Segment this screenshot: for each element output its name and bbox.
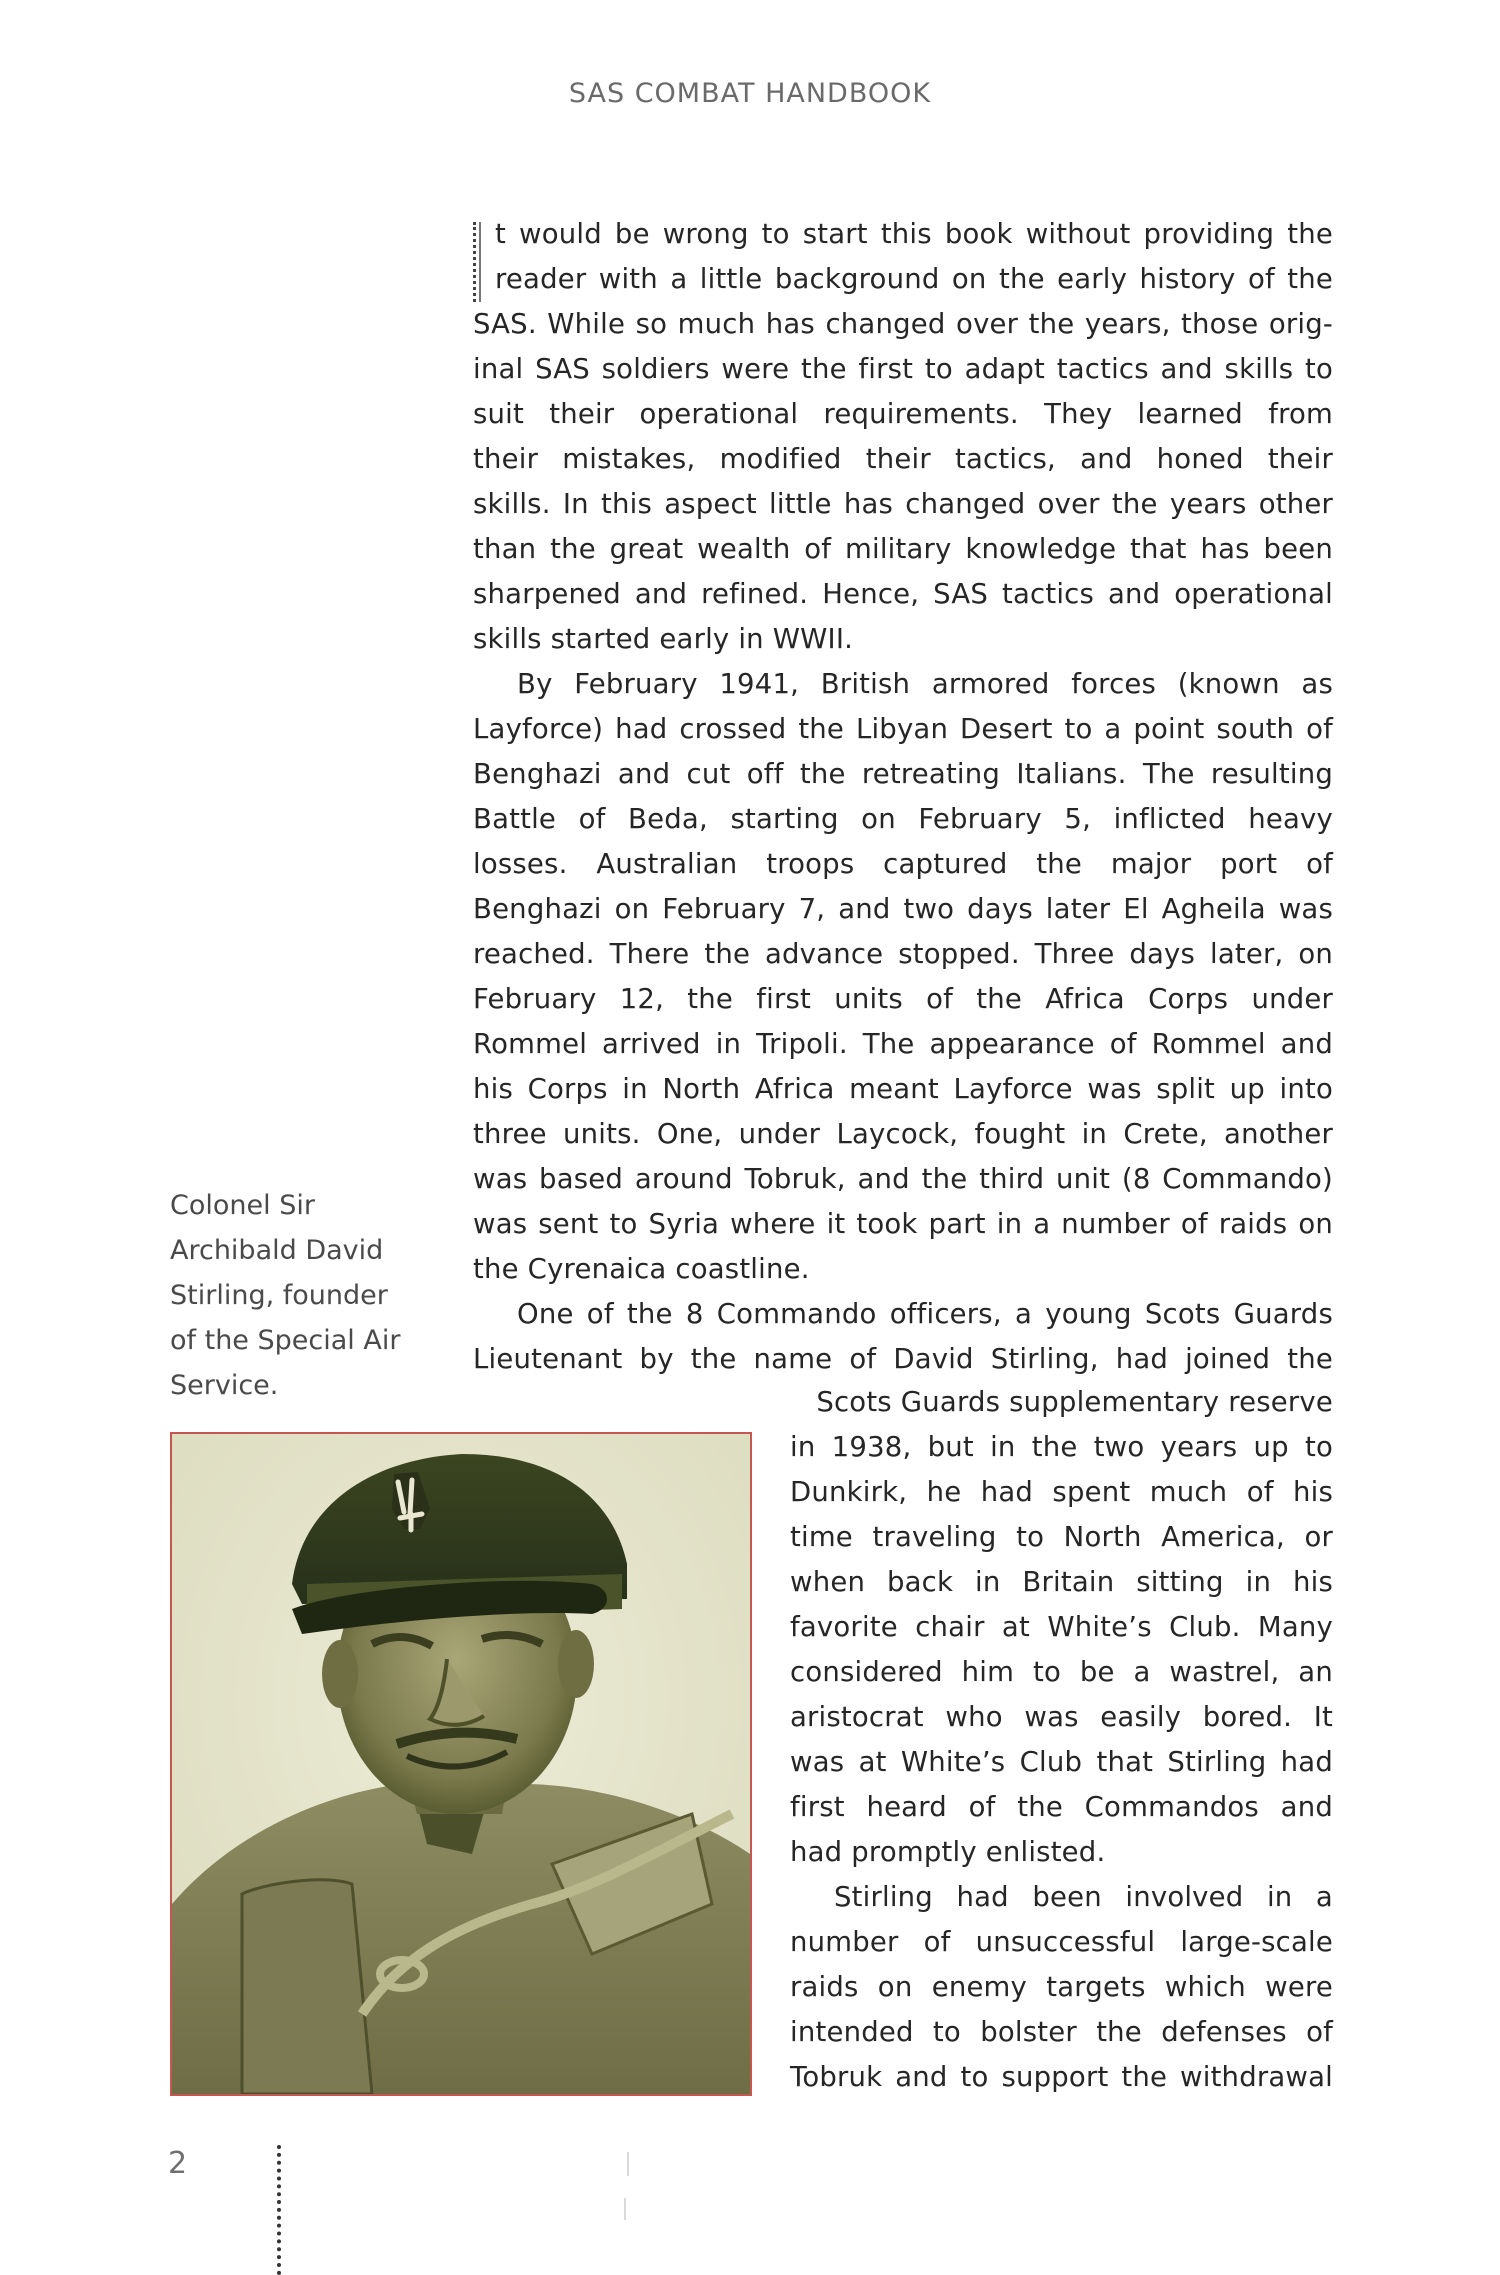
text-line: was at White’s Club that Stirling had: [790, 1746, 1333, 1778]
text-line: Rommel arrived in Tripoli. The appearance of Rommel and: [473, 1028, 1333, 1060]
text-line: Lieutenant by the name of David Stirling, had joined the: [473, 1343, 1333, 1375]
text-line: t would be wrong to start this book without providing the: [495, 218, 1333, 250]
main-text-column: [473, 212, 1333, 1382]
text-line: when back in Britain sitting in his: [790, 1566, 1333, 1598]
text-line: in 1938, but in the two years up to: [790, 1431, 1333, 1463]
running-header-title: SAS COMBAT HANDBOOK: [568, 78, 932, 109]
text-line: three units. One, under Laycock, fought in Crete, another: [473, 1118, 1333, 1150]
text-line: suit their operational requirements. They learned from: [473, 398, 1333, 430]
text-line: was based around Tobruk, and the third unit (8 Commando): [473, 1163, 1333, 1195]
portrait-photo: [170, 1432, 752, 2096]
scan-artifact: [627, 2152, 629, 2176]
text-line: his Corps in North Africa meant Layforce was split up into: [473, 1073, 1333, 1105]
text-line: SAS. While so much has changed over the years, those orig-: [473, 308, 1333, 340]
text-line: inal SAS soldiers were the first to adapt tactics and skills to: [473, 353, 1333, 385]
paragraph-stirling-intro: [473, 1292, 1333, 1382]
text-line: the Cyrenaica coastline.: [473, 1253, 810, 1285]
text-line: reached. There the advance stopped. Three days later, on: [473, 938, 1333, 970]
text-line: skills. In this aspect little has changed over the years other: [473, 488, 1333, 520]
page-number: 2: [168, 2146, 188, 2181]
portrait-illustration: [172, 1434, 750, 2094]
caption-line: Archibald David: [170, 1235, 384, 1266]
text-line: Layforce) had crossed the Libyan Desert to a point south of: [473, 713, 1333, 745]
text-line: Benghazi and cut off the retreating Italians. The resulting: [473, 758, 1333, 790]
paragraph-raids: [790, 1875, 1333, 2100]
text-line: Stirling had been involved in a: [834, 1881, 1333, 1913]
text-line: One of the 8 Commando officers, a young Scots Guards: [517, 1298, 1333, 1330]
dropcap-letter-i: [473, 222, 481, 302]
text-line: Dunkirk, he had spent much of his: [790, 1476, 1333, 1508]
text-line: Scots Guards supplementary reserve: [816, 1386, 1333, 1418]
caption-line: Stirling, founder: [170, 1280, 388, 1311]
caption-line: Service.: [170, 1370, 279, 1401]
text-line: was sent to Syria where it took part in a number of raids on: [473, 1208, 1333, 1240]
dotted-rule-divider: [277, 2145, 281, 2275]
caption-line: Colonel Sir: [170, 1190, 315, 1221]
text-line: intended to bolster the defenses of: [790, 2016, 1333, 2048]
photo-caption: [170, 1183, 430, 1408]
scan-artifact: [624, 2198, 626, 2220]
text-line: Tobruk and to support the withdrawal: [790, 2061, 1333, 2093]
text-line: reader with a little background on the early history of the: [495, 263, 1333, 295]
text-line: number of unsuccessful large-scale: [790, 1926, 1333, 1958]
caption-line: of the Special Air: [170, 1325, 401, 1356]
text-line: considered him to be a wastrel, an: [790, 1656, 1333, 1688]
text-line: time traveling to North America, or: [790, 1521, 1333, 1553]
text-line: Battle of Beda, starting on February 5, inflicted heavy: [473, 803, 1333, 835]
text-line: favorite chair at White’s Club. Many: [790, 1611, 1333, 1643]
text-line: than the great wealth of military knowledge that has been: [473, 533, 1333, 565]
text-line: their mistakes, modified their tactics, and honed their: [473, 443, 1333, 475]
wrapped-text-column: [790, 1380, 1333, 2100]
text-line: losses. Australian troops captured the major port of: [473, 848, 1333, 880]
paragraph-intro: [473, 212, 1333, 662]
paragraph-layforce: [473, 662, 1333, 1292]
paragraph-stirling-continued: [790, 1380, 1333, 1875]
text-line: raids on enemy targets which were: [790, 1971, 1333, 2003]
text-line: first heard of the Commandos and: [790, 1791, 1333, 1823]
text-line: Benghazi on February 7, and two days later El Agheila was: [473, 893, 1333, 925]
text-line: By February 1941, British armored forces (known as: [517, 668, 1333, 700]
text-line: had promptly enlisted.: [790, 1836, 1106, 1868]
text-line: skills started early in WWII.: [473, 623, 854, 655]
text-line: sharpened and refined. Hence, SAS tactics and operational: [473, 578, 1333, 610]
text-line: February 12, the first units of the Africa Corps under: [473, 983, 1333, 1015]
text-line: aristocrat who was easily bored. It: [790, 1701, 1333, 1733]
